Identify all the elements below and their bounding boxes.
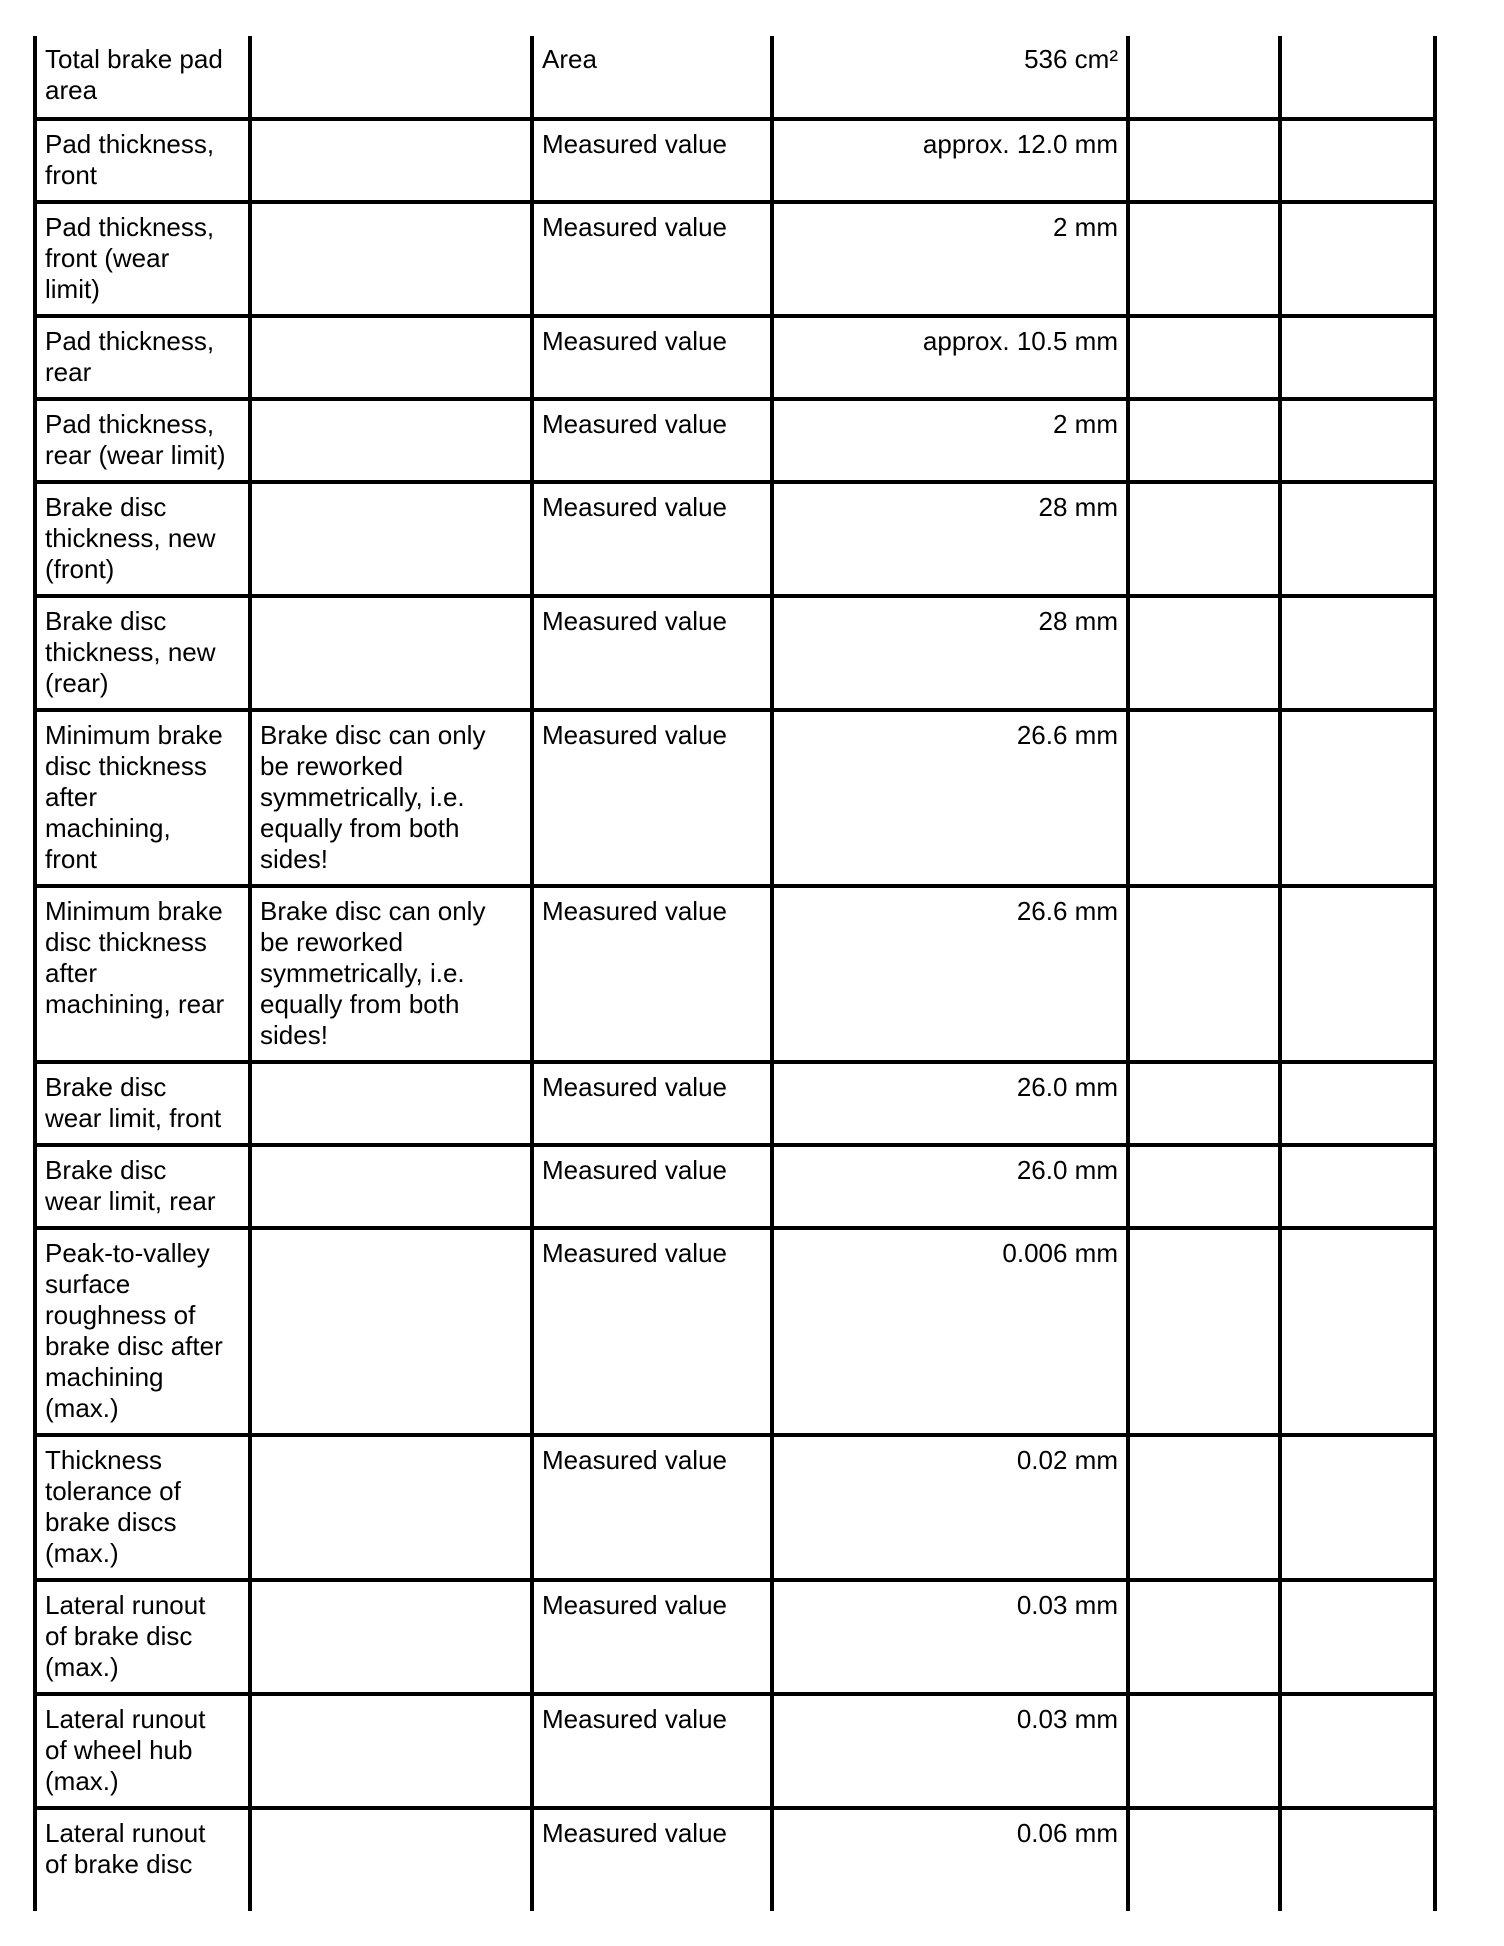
note-cell [250, 202, 532, 316]
empty-cell [1280, 1145, 1435, 1228]
table-row [35, 482, 1435, 596]
value-type-cell: Measured value [532, 1808, 772, 1911]
note-cell [250, 482, 532, 596]
note-cell [250, 1580, 532, 1694]
value-type-cell: Measured value [532, 482, 772, 596]
parameter-cell: Brake disc thickness, new (front) [35, 482, 250, 596]
empty-cell [1280, 596, 1435, 710]
value-cell: 2 mm [772, 202, 1128, 316]
empty-cell [1280, 482, 1435, 596]
table-row [35, 1228, 1435, 1435]
note-cell: Brake disc can only be reworked symmetrically, i.e. equally from both sides! [250, 886, 532, 1062]
value-cell: 0.006 mm [772, 1228, 1128, 1435]
parameter-cell: Pad thickness, front (wear limit) [35, 202, 250, 316]
table-row [35, 1580, 1435, 1694]
value-type-cell: Measured value [532, 1145, 772, 1228]
value-type-cell: Measured value [532, 1694, 772, 1808]
empty-cell [1280, 1808, 1435, 1911]
note-cell: Brake disc can only be reworked symmetrically, i.e. equally from both sides! [250, 710, 532, 886]
value-type-cell: Measured value [532, 596, 772, 710]
table-row [35, 1145, 1435, 1228]
table-row [35, 399, 1435, 482]
note-cell [250, 316, 532, 399]
parameter-cell: Lateral runout of brake disc (max.) [35, 1580, 250, 1694]
value-cell: 26.6 mm [772, 886, 1128, 1062]
empty-cell [1128, 1062, 1280, 1145]
parameter-cell: Brake disc wear limit, front [35, 1062, 250, 1145]
parameter-cell: Minimum brake disc thickness after machining, rear [35, 886, 250, 1062]
table-row [35, 886, 1435, 1062]
table-row [35, 202, 1435, 316]
note-cell [250, 36, 532, 119]
table-row [35, 119, 1435, 202]
table-row [35, 36, 1435, 119]
note-cell [250, 399, 532, 482]
empty-cell [1128, 482, 1280, 596]
value-cell: 0.03 mm [772, 1580, 1128, 1694]
value-type-cell: Measured value [532, 399, 772, 482]
empty-cell [1280, 202, 1435, 316]
empty-cell [1128, 1580, 1280, 1694]
note-cell [250, 596, 532, 710]
empty-cell [1280, 119, 1435, 202]
empty-cell [1280, 886, 1435, 1062]
empty-cell [1280, 1694, 1435, 1808]
empty-cell [1280, 1062, 1435, 1145]
empty-cell [1128, 1228, 1280, 1435]
table-row [35, 316, 1435, 399]
value-type-cell: Measured value [532, 1062, 772, 1145]
empty-cell [1128, 119, 1280, 202]
value-cell: 26.0 mm [772, 1062, 1128, 1145]
table-row [35, 1435, 1435, 1580]
note-cell [250, 1694, 532, 1808]
value-type-cell: Measured value [532, 1228, 772, 1435]
empty-cell [1128, 596, 1280, 710]
value-cell: 26.6 mm [772, 710, 1128, 886]
empty-cell [1280, 36, 1435, 119]
value-cell: 26.0 mm [772, 1145, 1128, 1228]
value-cell: approx. 10.5 mm [772, 316, 1128, 399]
empty-cell [1128, 1808, 1280, 1911]
value-type-cell: Measured value [532, 202, 772, 316]
parameter-cell: Peak-to-valley surface roughness of brake disc after machining (max.) [35, 1228, 250, 1435]
empty-cell [1128, 1145, 1280, 1228]
value-cell: 0.03 mm [772, 1694, 1128, 1808]
empty-cell [1128, 886, 1280, 1062]
table-body [35, 36, 1435, 1911]
parameter-cell: Pad thickness, rear [35, 316, 250, 399]
empty-cell [1128, 710, 1280, 886]
value-type-cell: Measured value [532, 316, 772, 399]
empty-cell [1128, 399, 1280, 482]
empty-cell [1128, 36, 1280, 119]
parameter-cell: Brake disc thickness, new (rear) [35, 596, 250, 710]
table-row [35, 1062, 1435, 1145]
value-cell: approx. 12.0 mm [772, 119, 1128, 202]
parameter-cell: Total brake pad area [35, 36, 250, 119]
parameter-cell: Minimum brake disc thickness after machining, front [35, 710, 250, 886]
empty-cell [1280, 316, 1435, 399]
note-cell [250, 119, 532, 202]
brake-specification-table [33, 36, 1437, 1911]
value-cell: 2 mm [772, 399, 1128, 482]
empty-cell [1280, 1228, 1435, 1435]
note-cell [250, 1145, 532, 1228]
empty-cell [1128, 202, 1280, 316]
value-cell: 536 cm² [772, 36, 1128, 119]
empty-cell [1128, 1694, 1280, 1808]
empty-cell [1128, 316, 1280, 399]
empty-cell [1280, 1580, 1435, 1694]
table-row [35, 1808, 1435, 1911]
value-type-cell: Measured value [532, 119, 772, 202]
value-cell: 28 mm [772, 596, 1128, 710]
note-cell [250, 1435, 532, 1580]
parameter-cell: Lateral runout of brake disc [35, 1808, 250, 1911]
value-type-cell: Measured value [532, 1580, 772, 1694]
value-type-cell: Measured value [532, 1435, 772, 1580]
empty-cell [1128, 1435, 1280, 1580]
table-row [35, 710, 1435, 886]
parameter-cell: Brake disc wear limit, rear [35, 1145, 250, 1228]
value-type-cell: Measured value [532, 886, 772, 1062]
empty-cell [1280, 710, 1435, 886]
empty-cell [1280, 1435, 1435, 1580]
value-cell: 28 mm [772, 482, 1128, 596]
parameter-cell: Pad thickness, rear (wear limit) [35, 399, 250, 482]
value-cell: 0.06 mm [772, 1808, 1128, 1911]
value-cell: 0.02 mm [772, 1435, 1128, 1580]
empty-cell [1280, 399, 1435, 482]
parameter-cell: Pad thickness, front [35, 119, 250, 202]
value-type-cell: Area [532, 36, 772, 119]
note-cell [250, 1808, 532, 1911]
parameter-cell: Thickness tolerance of brake discs (max.) [35, 1435, 250, 1580]
table-row [35, 1694, 1435, 1808]
note-cell [250, 1062, 532, 1145]
parameter-cell: Lateral runout of wheel hub (max.) [35, 1694, 250, 1808]
table-row [35, 596, 1435, 710]
note-cell [250, 1228, 532, 1435]
value-type-cell: Measured value [532, 710, 772, 886]
